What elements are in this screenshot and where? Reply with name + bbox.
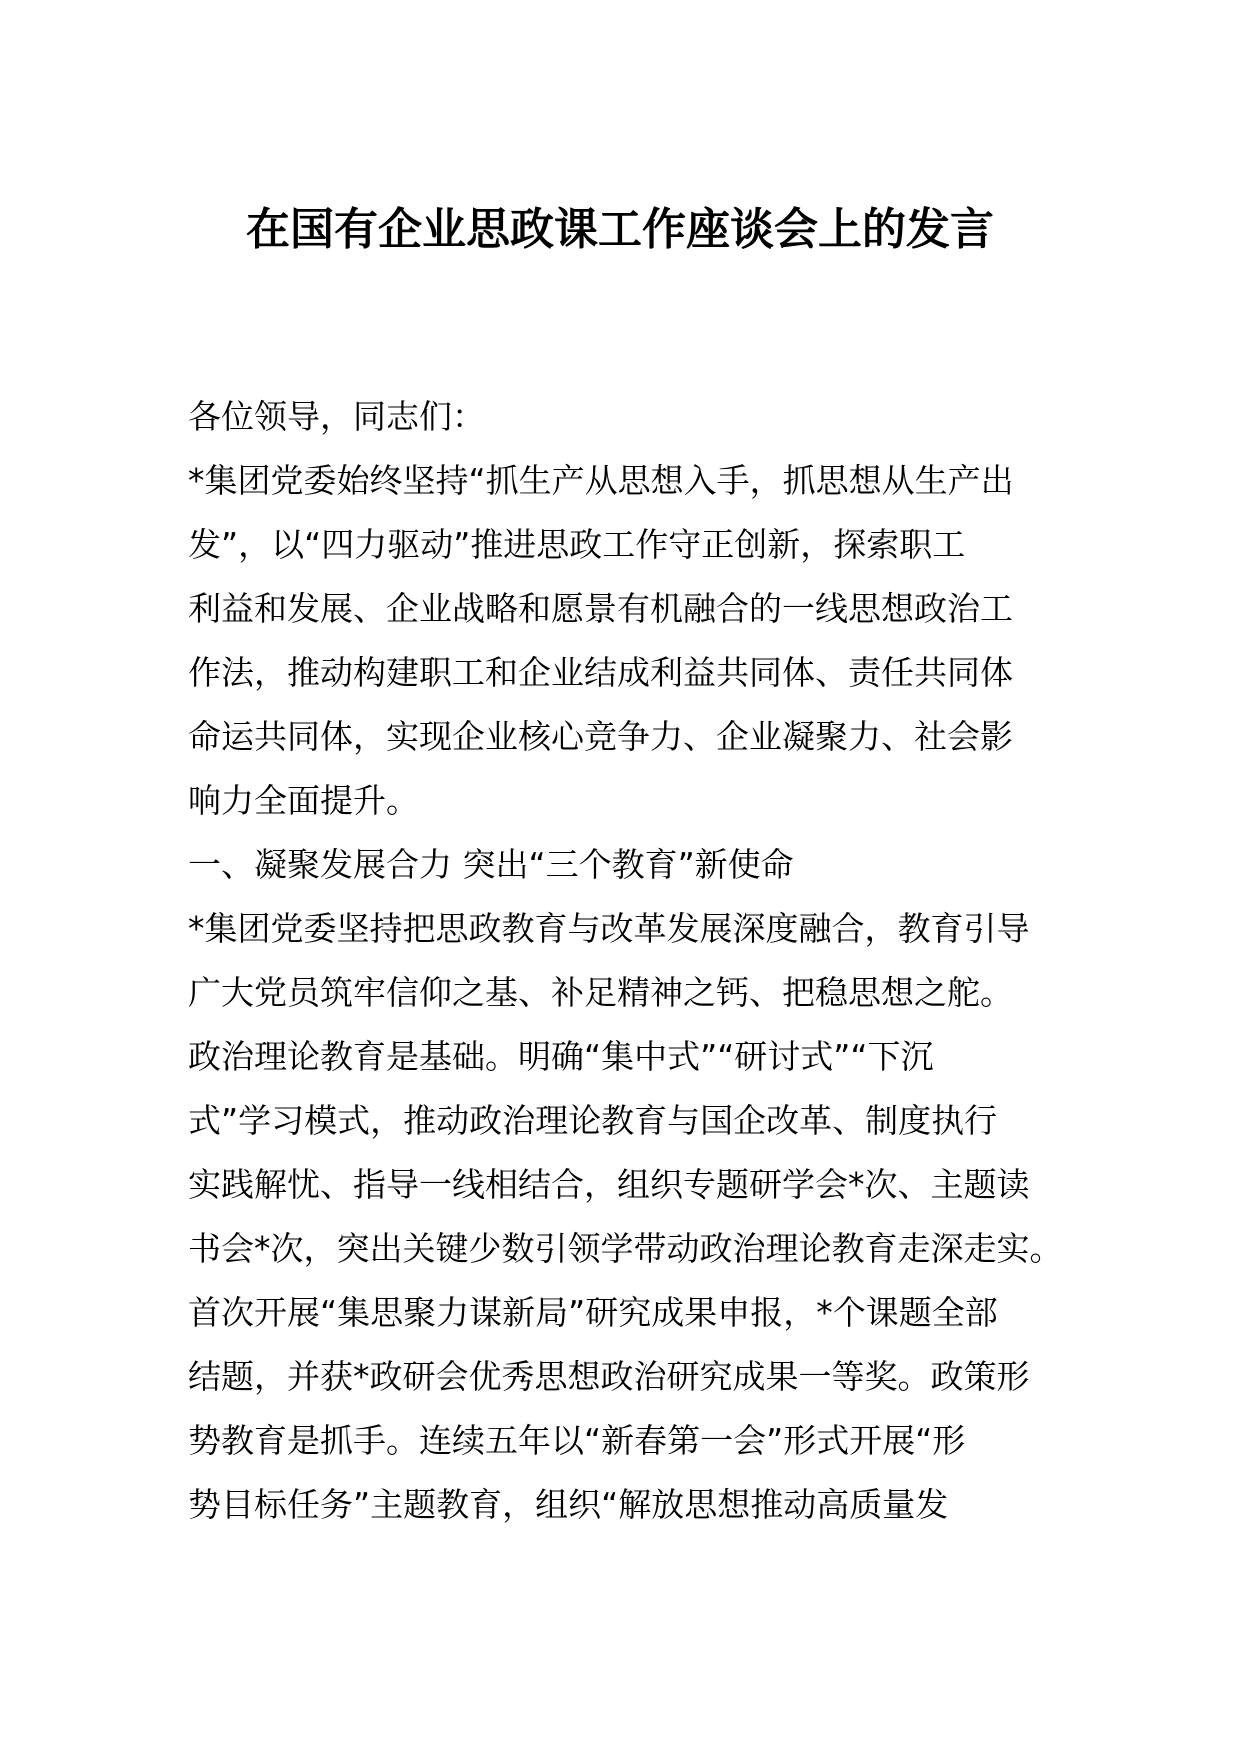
text-line: 势教育是抓手。连续五年以“新春第一会”形式开展“形 (188, 1421, 966, 1460)
document-title: 在国有企业思政课工作座谈会上的发言 (246, 204, 994, 255)
text-line: 首次开展“集思聚力谋新局”研究成果申报，*个课题全部 (188, 1293, 998, 1332)
text-line: 式”学习模式，推动政治理论教育与国企改革、制度执行 (188, 1101, 998, 1140)
text-line: 命运共同体，实现企业核心竞争力、企业凝聚力、社会影 (188, 717, 1013, 756)
text-line: *集团党委始终坚持“抓生产从思想入手，抓思想从生产出 (188, 461, 1014, 500)
text-line: 实践解忧、指导一线相结合，组织专题研学会*次、主题读 (188, 1165, 1030, 1204)
document-body (188, 385, 1088, 1537)
text-line: 结题，并获*政研会优秀思想政治研究成果一等奖。政策形 (188, 1357, 1030, 1396)
text-line: 响力全面提升。 (188, 781, 419, 820)
text-line: 利益和发展、企业战略和愿景有机融合的一线思想政治工 (188, 589, 1013, 628)
section-heading: 一、凝聚发展合力 突出“三个教育”新使命 (188, 845, 794, 884)
text-line: 书会*次，突出关键少数引领学带动政治理论教育走深走实。 (188, 1229, 1063, 1268)
text-line: 政治理论教育是基础。明确“集中式”“研讨式”“下沉 (188, 1037, 934, 1076)
text-line: 广大党员筑牢信仰之基、补足精神之钙、把稳思想之舵。 (188, 973, 1013, 1012)
text-line: *集团党委坚持把思政教育与改革发展深度融合，教育引导 (188, 909, 1030, 948)
text-line: 作法，推动构建职工和企业结成利益共同体、责任共同体 (188, 653, 1013, 692)
text-line: 势目标任务”主题教育，组织“解放思想推动高质量发 (188, 1485, 949, 1524)
text-line: 发”，以“四力驱动”推进思政工作守正创新，探索职工 (188, 525, 966, 564)
text-line: 各位领导，同志们： (188, 397, 485, 436)
